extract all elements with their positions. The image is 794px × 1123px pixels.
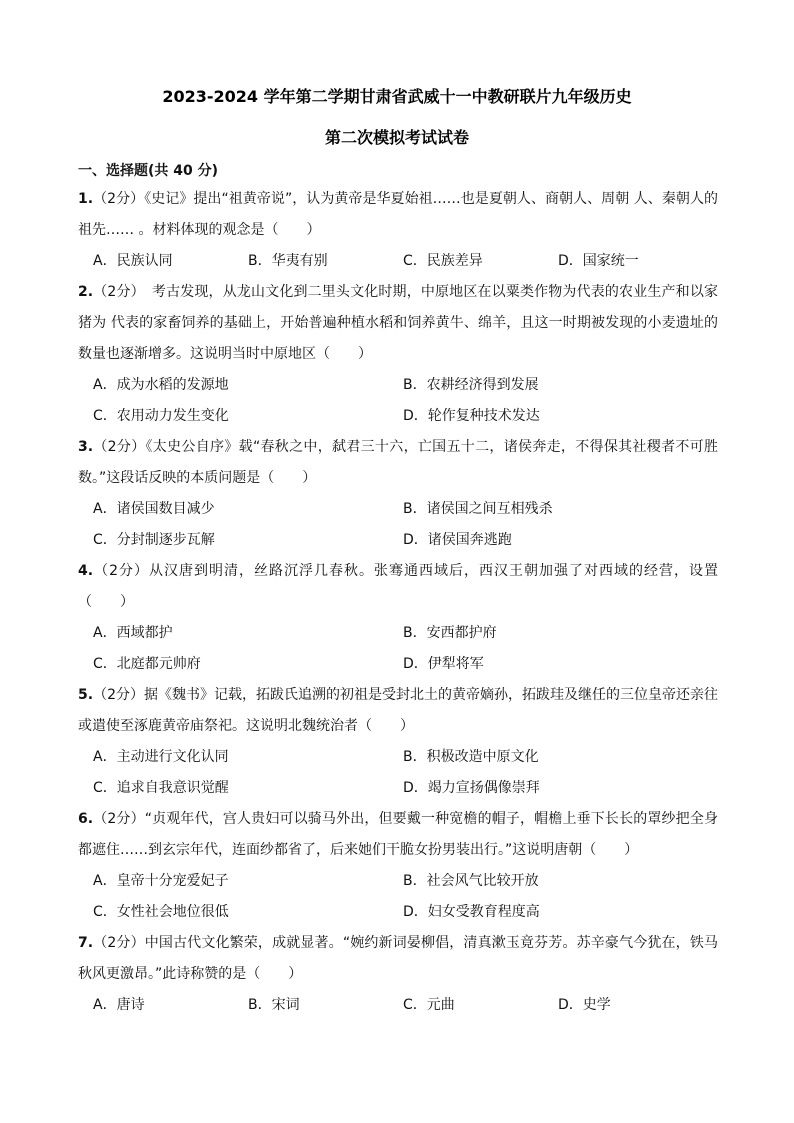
question-list [78,184,718,1021]
option-c: C．女性社会地位很低 [93,904,229,920]
option-d: D．国家统一 [558,253,639,269]
question-number: 5. [78,687,94,703]
option-c: C．追求自我意识觉醒 [93,780,229,796]
question-4 [78,556,718,680]
option-a: A．唐诗 [93,997,145,1013]
question-text: （2分）从汉唐到明清，丝路沉浮几春秋。张骞通西域后，西汉王朝加强了对西域的经营，设置（ ） [78,563,718,610]
option-d: D．史学 [558,997,611,1013]
question-text: （2分） 考古发现，从龙山文化到二里头文化时期，中原地区在以粟类作物为代表的农业生产和以家猪为 代表的家畜饲养的基础上，开始普遍种植水稻和饲养黄牛、绵羊，且这一时期被发现的小麦遗址的数量也逐渐增多。这说明当时中原地区（ ） [78,284,718,362]
question-1 [78,184,718,277]
option-d: D．竭力宣扬偶像崇拜 [403,780,540,796]
option-d: D．妇女受教育程度高 [403,904,540,920]
option-list [93,990,718,1021]
option-a: A．成为水稻的发源地 [93,377,229,393]
question-number: 4. [78,563,94,579]
option-list [93,742,718,804]
option-d: D．轮作复种技术发达 [403,408,540,424]
option-b: B．农耕经济得到发展 [403,377,539,393]
question-text: （2分）《太史公自序》载“春秋之中，弑君三十六，亡国五十二，诸侯奔走，不得保其社稷者不可胜数。”这段话反映的本质问题是（ ） [78,439,718,486]
question-number: 2. [78,284,94,300]
option-c: C．北庭都元帅府 [93,656,201,672]
question-text: （2分）《史记》提出“祖黄帝说”，认为黄帝是华夏始祖……也是夏朝人、商朝人、周朝 人、秦朝人的祖先…… 。材料体现的观念是（ ） [78,191,718,238]
option-b: B．安西都护府 [403,625,497,641]
option-b: B．华夷有别 [248,253,328,269]
question-text: （2分）据《魏书》记载，拓跋氏追溯的初祖是受封北土的黄帝嫡孙，拓跋珪及继任的三位皇帝还亲往或遣使至涿鹿黄帝庙祭祀。这说明北魏统治者（ ） [78,687,718,734]
option-b: B．社会风气比较开放 [403,873,539,889]
option-list [93,246,718,277]
question-5 [78,680,718,804]
question-text: （2分）中国古代文化繁荣，成就显著。“婉约新词晏柳倡，清真漱玉竟芬芳。苏辛豪气今犹在，铁马秋风更激昂。”此诗称赞的是（ ） [78,935,718,982]
section-heading: 一、选择题(共 40 分) [78,163,219,179]
option-list [93,866,718,928]
option-b: B．宋词 [248,997,300,1013]
exam-title-line1: 2023-2024 学年第二学期甘肃省武威十一中教研联片九年级历史 [162,87,632,106]
option-list [93,618,718,680]
question-3 [78,432,718,556]
option-a: A．诸侯国数目减少 [93,501,215,517]
question-number: 7. [78,935,94,951]
option-a: A．皇帝十分宠爱妃子 [93,873,229,889]
exam-title-line2: 第二次模拟考试试卷 [324,128,469,147]
option-c: C．民族差异 [403,253,483,269]
option-b: B．积极改造中原文化 [403,749,539,765]
option-list [93,370,718,432]
option-c: C．农用动力发生变化 [93,408,229,424]
option-a: A．民族认同 [93,253,173,269]
question-6 [78,804,718,928]
question-number: 1. [78,191,94,207]
question-2 [78,277,718,432]
question-7 [78,928,718,1021]
option-c: C．元曲 [403,997,455,1013]
question-number: 6. [78,811,94,827]
option-b: B．诸侯国之间互相残杀 [403,501,553,517]
option-list [93,494,718,556]
option-a: A．西域都护 [93,625,173,641]
option-a: A．主动进行文化认同 [93,749,229,765]
question-number: 3. [78,439,94,455]
option-c: C．分封制逐步瓦解 [93,532,215,548]
question-text: （2分）“贞观年代，宫人贵妇可以骑马外出，但要戴一种宽檐的帽子，帽檐上垂下长长的罩纱把全身都遮住……到玄宗年代，连面纱都省了，后来她们干脆女扮男装出行。”这说明唐朝（ ） [78,811,718,858]
option-d: D．伊犁将军 [403,656,484,672]
option-d: D．诸侯国奔逃跑 [403,532,512,548]
